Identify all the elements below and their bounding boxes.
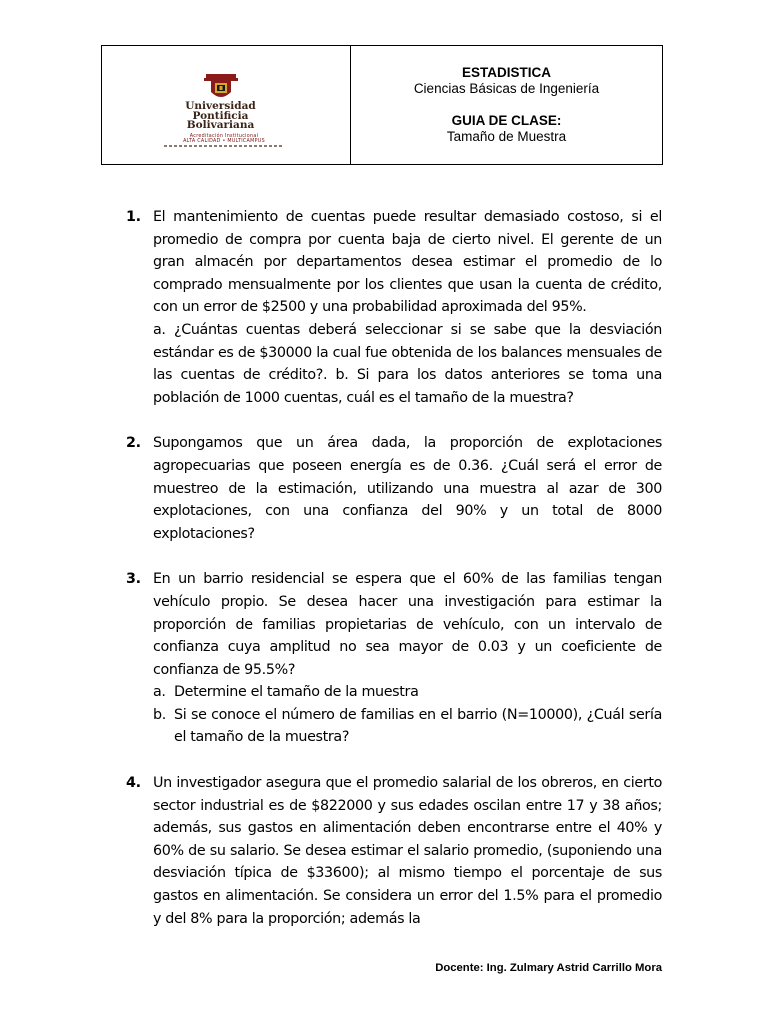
logo-cell [102, 46, 351, 164]
question-text: Supongamos que un área dada, la proporción de explotaciones agropecuarias que poseen energía es de 0.36. ¿Cuál será el error de muestreo de la estimación, utilizando una muestra al azar de 300 explotaciones, con una confianza del 90% y un total de 8000 explotaciones? [153, 435, 662, 542]
sub-question-a [153, 681, 662, 704]
question-4 [126, 772, 662, 930]
question-number: 4. [126, 775, 141, 792]
question-number: 3. [126, 571, 141, 588]
logo-name-line3: Bolivariana [186, 119, 255, 131]
question-text: Un investigador asegura que el promedio salarial de los obreros, en cierto sector industrial es de $822000 y sus edades oscilan entre 17 y 38 años; además, sus gastos en alimentación deben encontrarse entre el 40% y 60% de su salario. Se desea estimar el salario promedio, (suponiendo una desviación típica de $33600); al mismo tiempo el porcentaje de sus gastos en alimentación. Se considera un error del 1.5% para el promedio y del 8% para la proporción; además la [153, 775, 662, 927]
logo-name-line1: Universidad [185, 100, 256, 112]
university-name [158, 102, 283, 131]
question-1 [126, 206, 662, 409]
subject-title: ESTADISTICA [461, 65, 551, 80]
questions-list [126, 206, 662, 930]
document-header [101, 45, 663, 165]
header-title-block [351, 46, 662, 164]
accreditation-line2: ALTA CALIDAD • MULTICAMPUS [183, 139, 265, 144]
question-text: El mantenimiento de cuentas puede resultar demasiado costoso, si el promedio de compra por cuenta baja de cierto nivel. El gerente de un gran almacén por departamentos desea estimar el promedio de lo comprado mensualmente por los clientes que usan la cuenta de crédito, con un error de $2500 y una probabilidad aproximada del 95%. [153, 209, 662, 316]
question-3 [126, 568, 662, 749]
guide-label: GUIA DE CLASE: [451, 113, 562, 128]
sub-text: Si se conoce el número de familias en el barrio (N=10000), ¿Cuál sería el tamaño de la muestra? [174, 706, 662, 746]
logo-fine-print [164, 145, 284, 147]
logo-name-line2: Pontificia [192, 109, 249, 122]
question-number: 2. [126, 435, 141, 452]
sub-text: Determine el tamaño de la muestra [174, 684, 419, 701]
crest-icon [204, 72, 238, 102]
accreditation-line1: Acreditación Institucional [189, 134, 259, 139]
question-2 [126, 432, 662, 545]
area-title: Ciencias Básicas de Ingeniería [413, 81, 600, 96]
topic-title: Tamaño de Muestra [446, 129, 567, 144]
sub-question-b [153, 704, 662, 749]
question-text: En un barrio residencial se espera que el 60% de las familias tengan vehículo propio. Se desea hacer una investigación para estimar la proporción de familias propietarias de vehículo, con un intervalo de confianza cuya amplitud no sea mayor de 0.03 y un coeficiente de confianza de 95.5%? [153, 571, 662, 678]
accreditation-text [164, 134, 284, 144]
question-number: 1. [126, 209, 141, 225]
question-text-continued: a. ¿Cuántas cuentas deberá seleccionar si se sabe que la desviación estándar es de $30000 la cual fue obtenida de los balances mensuales de las cuentas de crédito?. b. Si para los datos anteriores se toma una población de 1000 cuentas, cuál es el tamaño de la muestra? [153, 321, 662, 406]
sub-letter: a. [153, 684, 166, 701]
teacher-footer: Docente: Ing. Zulmary Astrid Carrillo Mora [435, 962, 662, 974]
university-logo [158, 68, 293, 148]
sub-letter: b. [153, 706, 166, 723]
